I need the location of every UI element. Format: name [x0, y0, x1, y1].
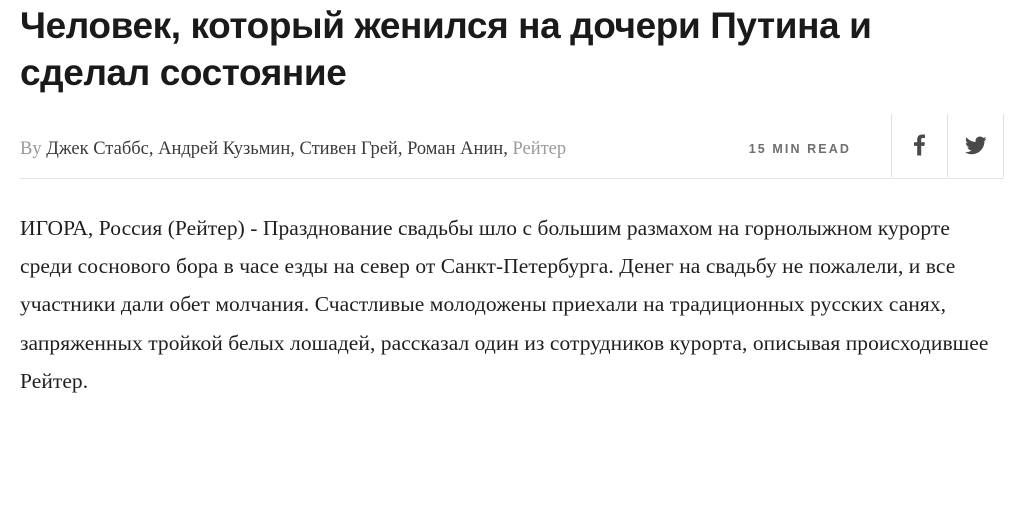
article-body: [20, 209, 1004, 400]
facebook-share-button[interactable]: [892, 114, 948, 177]
byline-author-3[interactable]: Стивен Грей: [299, 138, 398, 159]
byline-author-4[interactable]: Роман Анин: [407, 138, 504, 159]
byline-agency: Рейтер: [512, 138, 567, 159]
read-time-label: 15 MIN READ: [748, 142, 851, 157]
article-meta-row: [20, 139, 1004, 179]
byline-separator-2: ,: [290, 138, 300, 159]
page-title: Человек, который женился на дочери Путина и сделал состояние: [20, 5, 872, 94]
byline-separator-4: ,: [503, 138, 513, 159]
byline-author-2[interactable]: Андрей Кузьмин: [158, 138, 291, 159]
article-meta-right: [749, 140, 1004, 159]
facebook-icon: [914, 134, 925, 156]
byline-separator-3: ,: [397, 138, 408, 159]
share-buttons: [891, 114, 1004, 177]
byline-separator-1: ,: [148, 138, 159, 159]
byline: [20, 139, 566, 160]
byline-author-1[interactable]: Джек Стаббс: [46, 138, 149, 159]
twitter-icon: [965, 136, 987, 155]
lead-paragraph: ИГОРА, Россия (Рейтер) - Празднование свадьбы шло с большим размахом на горнолыжном курорте среди соснового бора в часе езды на север от Санкт-Петербурга. Денег на свадьбу не пожалели, и все участники дали обет молчания. Счастливые молодожены приехали на традиционных русских санях, запряженных тройкой белых лошадей, рассказал один из сотрудников курорта, описывая происходившее Рейтер.: [20, 215, 989, 393]
twitter-share-button[interactable]: [948, 114, 1004, 177]
byline-by-label: By: [20, 138, 42, 159]
